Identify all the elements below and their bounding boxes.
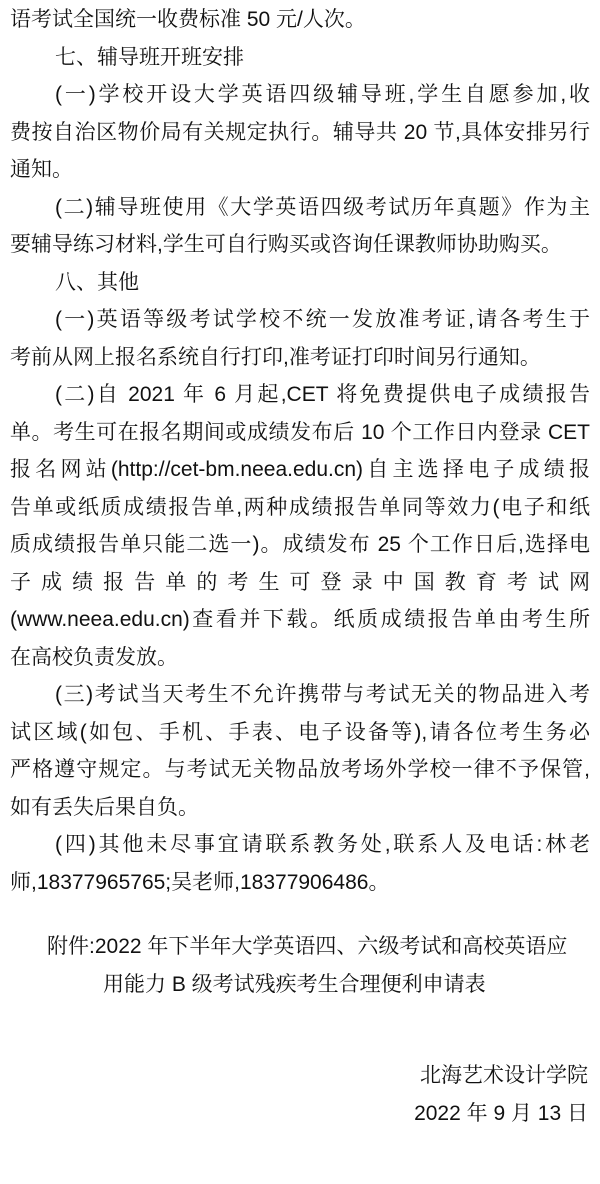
para-8-1-line-1: (一)英语等级考试学校不统一发放准考证,请各考生于 xyxy=(55,308,590,331)
signature-school: 北海艺术设计学院 xyxy=(420,1064,588,1087)
attachment-line-2: 用能力 B 级考试残疾考生合理便利申请表 xyxy=(103,972,486,996)
para-8-4-line-2: 师,18377965765;吴老师,18377906486。 xyxy=(10,870,390,894)
para-8-3-line-2: 试区域(如包、手机、手表、电子设备等),请各位考生务必 xyxy=(10,720,590,744)
spacer xyxy=(10,901,590,928)
para-7-2-line-1: (二)辅导班使用《大学英语四级考试历年真题》作为主 xyxy=(55,195,590,219)
para-8-2-line-5: 质成绩报告单只能二选一)。成绩发布 25 个工作日后,选择电 xyxy=(10,533,590,556)
para-8-1-line-2: 考前从网上报名系统自行打印,准考证打印时间另行通知。 xyxy=(10,345,541,369)
para-7-1-line-1: (一)学校开设大学英语四级辅导班,学生自愿参加,收 xyxy=(55,83,590,106)
para-8-2-line-8: 在高校负责发放。 xyxy=(10,645,178,669)
para-8-3-line-4: 如有丢失后果自负。 xyxy=(10,795,199,819)
para-7-2-line-2: 要辅导练习材料,学生可自行购买或咨询任课教师协助购买。 xyxy=(10,233,562,256)
heading-section-eight: 八、其他 xyxy=(55,270,139,294)
para-8-2-line-4: 告单或纸质成绩报告单,两种成绩报告单同等效力(电子和纸 xyxy=(10,495,590,519)
para-8-4-line-1: (四)其他未尽事宜请联系教务处,联系人及电话:林老 xyxy=(55,833,590,856)
para-8-3-line-1: (三)考试当天考生不允许携带与考试无关的物品进入考 xyxy=(55,683,590,706)
para-8-2-line-6: 子成绩报告单的考生可登录中国教育考试网 xyxy=(10,570,590,594)
para-7-1-line-3: 通知。 xyxy=(10,158,73,181)
para-8-2-line-3: 报名网站(http://cet-bm.neea.edu.cn)自主选择电子成绩报 xyxy=(10,458,590,481)
para-7-1-line-2: 费按自治区物价局有关规定执行。辅导共 20 节,具体安排另行 xyxy=(10,120,590,144)
para-8-2-line-1: (二)自 2021 年 6 月起,CET 将免费提供电子成绩报告 xyxy=(55,383,590,406)
para-8-3-line-3: 严格遵守规定。与考试无关物品放考场外学校一律不予保管, xyxy=(10,758,590,781)
para-8-2-line-7: (www.neea.edu.cn)查看并下载。纸质成绩报告单由考生所 xyxy=(10,608,590,631)
heading-section-seven: 七、辅导班开班安排 xyxy=(55,45,244,69)
spacer xyxy=(10,1003,590,1057)
line-fee-standard-end: 语考试全国统一收费标准 50 元/人次。 xyxy=(10,8,366,31)
para-8-2-line-2: 单。考生可在报名期间或成绩发布后 10 个工作日内登录 CET xyxy=(10,420,590,444)
signature-date: 2022 年 9 月 13 日 xyxy=(414,1101,588,1125)
attachment-line-1: 附件:2022 年下半年大学英语四、六级考试和高校英语应 xyxy=(47,935,568,958)
